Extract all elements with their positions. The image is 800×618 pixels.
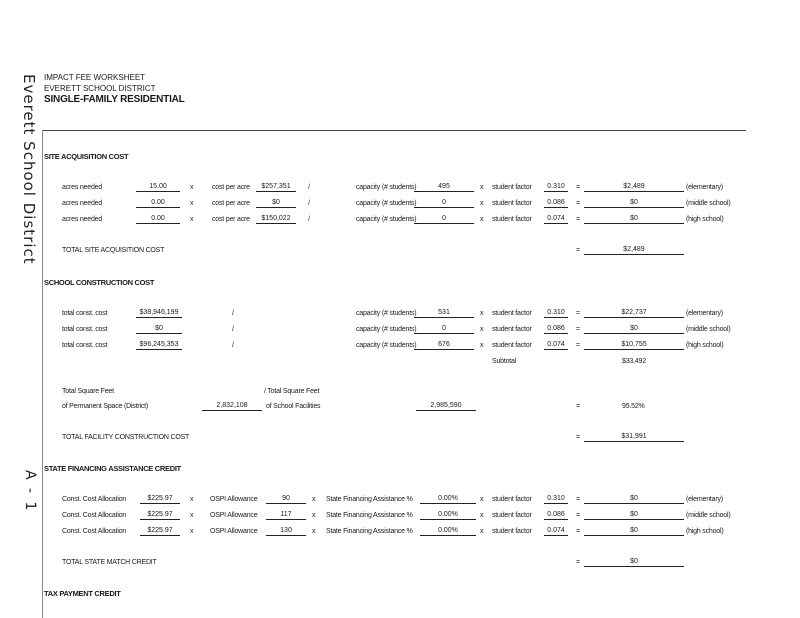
op-x: x (480, 216, 484, 223)
op-x: x (480, 512, 484, 519)
state-row2-factor: 0.086 (544, 511, 568, 520)
op-eq: = (576, 559, 581, 566)
sqft-district-value: 2,832,108 (202, 402, 262, 411)
state-row2-alloc: $225.97 (140, 511, 180, 520)
site-row3-level: (high school) (686, 216, 724, 223)
site-row3-cap-label: capacity (# students) (356, 216, 417, 223)
sqft-label-4: of School Facilities (266, 403, 321, 410)
op-eq: = (576, 496, 581, 503)
header-line-3: SINGLE-FAMILY RESIDENTIAL (44, 94, 185, 105)
state-row2-sfa: 0.00% (420, 511, 476, 520)
op-x: x (312, 528, 316, 535)
const-row1-cap-label: capacity (# students) (356, 310, 417, 317)
op-eq: = (576, 247, 581, 254)
state-row1-ospi: 90 (266, 495, 306, 504)
state-row2-result: $0 (584, 511, 684, 520)
state-row3-result: $0 (584, 527, 684, 536)
state-row2-factor-label: student factor (492, 512, 532, 519)
const-total-label: TOTAL FACILITY CONSTRUCTION COST (62, 434, 190, 441)
op-slash: / (232, 342, 234, 349)
site-row1-result: $2,489 (584, 183, 684, 192)
header-line-2: EVERETT SCHOOL DISTRICT (44, 84, 156, 93)
site-row1-cost-label: cost per acre (212, 184, 250, 191)
op-x: x (190, 184, 194, 191)
worksheet-header (44, 72, 185, 105)
site-row1-label: acres needed (62, 184, 103, 191)
const-row3-cap-label: capacity (# students) (356, 342, 417, 349)
op-eq: = (576, 342, 581, 349)
const-row1-factor-label: student factor (492, 310, 532, 317)
op-x: x (480, 496, 484, 503)
const-row3-capacity: 676 (414, 341, 474, 350)
op-eq: = (576, 310, 581, 317)
const-total-value: $31,991 (584, 433, 684, 442)
site-row2-result: $0 (584, 199, 684, 208)
state-row1-factor: 0.310 (544, 495, 568, 504)
site-row1-cap-label: capacity (# students) (356, 184, 417, 191)
sqft-label-2: of Permanent Space (District) (62, 403, 149, 410)
op-x: x (190, 528, 194, 535)
header-line-1: IMPACT FEE WORKSHEET (44, 73, 146, 82)
site-row3-result: $0 (584, 215, 684, 224)
page-number: A - 1 (22, 470, 38, 513)
op-eq: = (576, 434, 581, 441)
op-slash: / (308, 184, 310, 191)
state-row1-factor-label: student factor (492, 496, 532, 503)
const-row1-label: total const. cost (62, 310, 108, 317)
const-row3-result: $10,755 (584, 341, 684, 350)
op-slash: / (308, 200, 310, 207)
site-row1-factor-label: student factor (492, 184, 532, 191)
op-x: x (190, 496, 194, 503)
op-eq: = (576, 326, 581, 333)
state-row1-sfa-label: State Financing Assistance % (326, 496, 413, 503)
const-row2-cap-label: capacity (# students) (356, 326, 417, 333)
site-acquisition-title: SITE ACQUISITION COST (44, 152, 129, 161)
site-row1-capacity: 495 (414, 183, 474, 192)
op-x: x (190, 216, 194, 223)
state-row3-alloc: $225.97 (140, 527, 180, 536)
const-row1-factor: 0.310 (544, 309, 568, 318)
op-x: x (190, 512, 194, 519)
const-row2-label: total const. cost (62, 326, 108, 333)
const-row3-factor: 0.074 (544, 341, 568, 350)
left-margin-rule (42, 130, 43, 618)
state-row3-label: Const. Cost Allocation (62, 528, 127, 535)
site-row1-acres: 15.00 (136, 183, 180, 192)
site-row2-label: acres needed (62, 200, 103, 207)
state-total-value: $0 (584, 558, 684, 567)
const-row1-cost: $38,946,199 (136, 309, 182, 318)
op-x: x (190, 200, 194, 207)
site-row3-cost-label: cost per acre (212, 216, 250, 223)
const-row1-level: (elementary) (686, 310, 723, 317)
state-row1-level: (elementary) (686, 496, 723, 503)
site-row2-level: (middle school) (686, 200, 731, 207)
const-row2-factor: 0.086 (544, 325, 568, 334)
site-row3-factor-label: student factor (492, 216, 532, 223)
site-row3-acres: 0.00 (136, 215, 180, 224)
state-total-label: TOTAL STATE MATCH CREDIT (62, 559, 157, 566)
op-slash: / (232, 310, 234, 317)
site-row2-cost: $0 (256, 199, 296, 208)
const-row2-cost: $0 (136, 325, 182, 334)
state-row3-level: (high school) (686, 528, 724, 535)
state-row1-sfa: 0.00% (420, 495, 476, 504)
construction-title: SCHOOL CONSTRUCTION COST (44, 278, 155, 287)
sqft-percent: 95.52% (622, 403, 645, 410)
const-row2-capacity: 0 (414, 325, 474, 334)
op-eq: = (576, 200, 581, 207)
site-row1-cost: $257,351 (256, 183, 296, 192)
site-total-value: $2,489 (584, 246, 684, 255)
state-row3-ospi: 130 (266, 527, 306, 536)
state-row3-ospi-label: OSPI Allowance (210, 528, 258, 535)
const-row3-factor-label: student factor (492, 342, 532, 349)
const-row3-label: total const. cost (62, 342, 108, 349)
tax-credit-title: TAX PAYMENT CREDIT (44, 589, 121, 598)
state-row3-sfa-label: State Financing Assistance % (326, 528, 413, 535)
state-row1-ospi-label: OSPI Allowance (210, 496, 258, 503)
const-row2-result: $0 (584, 325, 684, 334)
site-row3-capacity: 0 (414, 215, 474, 224)
op-eq: = (576, 512, 581, 519)
state-row2-level: (middle school) (686, 512, 731, 519)
const-row3-cost: $96,245,353 (136, 341, 182, 350)
site-row2-factor: 0.086 (544, 199, 568, 208)
site-row3-label: acres needed (62, 216, 103, 223)
state-row3-factor-label: student factor (492, 528, 532, 535)
site-row1-level: (elementary) (686, 184, 723, 191)
state-row2-label: Const. Cost Allocation (62, 512, 127, 519)
op-slash: / (232, 326, 234, 333)
op-eq: = (576, 184, 581, 191)
header-rule (42, 130, 746, 131)
const-subtotal-value: $33,492 (622, 358, 646, 365)
site-row1-factor: 0.310 (544, 183, 568, 192)
site-row2-cap-label: capacity (# students) (356, 200, 417, 207)
op-eq: = (576, 528, 581, 535)
site-row3-cost: $150,022 (256, 215, 296, 224)
state-row3-factor: 0.074 (544, 527, 568, 536)
site-row3-factor: 0.074 (544, 215, 568, 224)
site-row2-factor-label: student factor (492, 200, 532, 207)
op-x: x (480, 326, 484, 333)
sqft-label-1: Total Square Feet (62, 388, 114, 395)
sqft-facilities-value: 2,985,590 (416, 402, 476, 411)
state-row2-ospi: 117 (266, 511, 306, 520)
site-row2-acres: 0.00 (136, 199, 180, 208)
state-row1-label: Const. Cost Allocation (62, 496, 127, 503)
const-row3-level: (high school) (686, 342, 724, 349)
op-x: x (480, 342, 484, 349)
site-row2-capacity: 0 (414, 199, 474, 208)
const-row1-capacity: 531 (414, 309, 474, 318)
const-row1-result: $22,737 (584, 309, 684, 318)
state-row3-sfa: 0.00% (420, 527, 476, 536)
sqft-label-3: / Total Square Feet (264, 388, 320, 395)
site-total-label: TOTAL SITE ACQUISITION COST (62, 247, 165, 254)
const-subtotal-label: Subtotal (492, 358, 517, 365)
op-x: x (480, 184, 484, 191)
site-row2-cost-label: cost per acre (212, 200, 250, 207)
op-x: x (480, 200, 484, 207)
op-x: x (312, 496, 316, 503)
op-eq: = (576, 216, 581, 223)
const-row2-level: (middle school) (686, 326, 731, 333)
district-margin-label: Everett School District (20, 74, 38, 265)
op-x: x (312, 512, 316, 519)
op-x: x (480, 528, 484, 535)
const-row2-factor-label: student factor (492, 326, 532, 333)
state-row1-alloc: $225.97 (140, 495, 180, 504)
state-row2-sfa-label: State Financing Assistance % (326, 512, 413, 519)
op-x: x (480, 310, 484, 317)
state-credit-title: STATE FINANCING ASSISTANCE CREDIT (44, 464, 181, 473)
op-eq: = (576, 403, 581, 410)
state-row2-ospi-label: OSPI Allowance (210, 512, 258, 519)
state-row1-result: $0 (584, 495, 684, 504)
op-slash: / (308, 216, 310, 223)
